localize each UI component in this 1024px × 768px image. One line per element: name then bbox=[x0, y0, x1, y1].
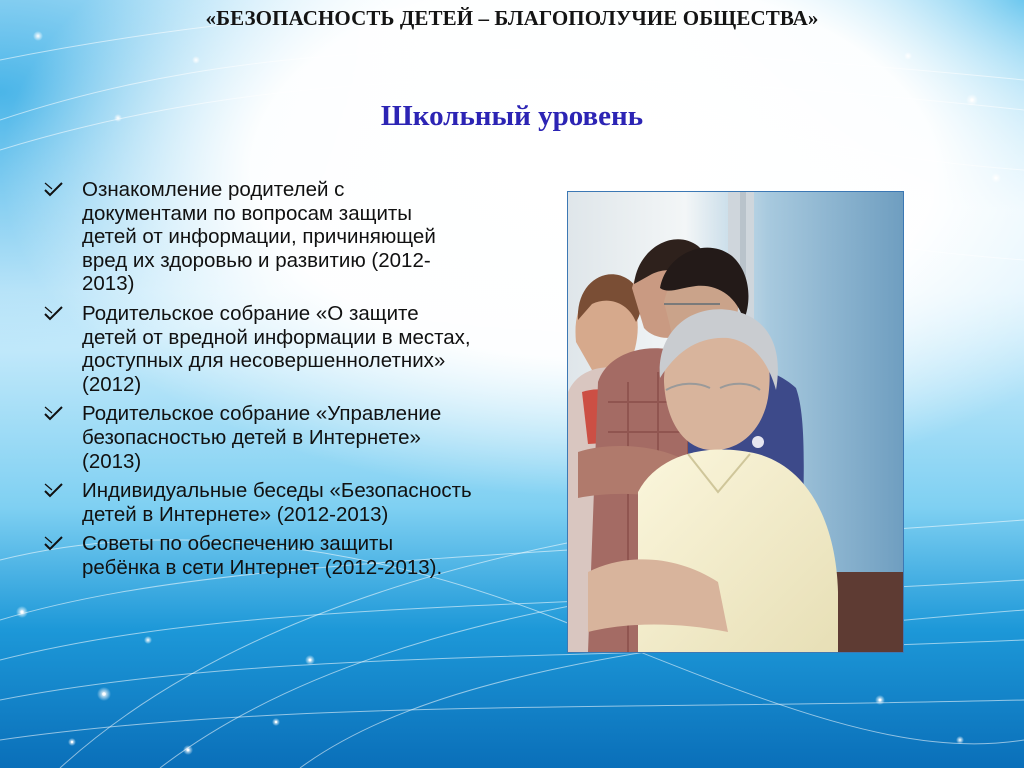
bullet-item bbox=[44, 479, 472, 526]
arrow-check-bullet-icon bbox=[44, 482, 64, 498]
arrow-check-bullet-icon bbox=[44, 405, 64, 421]
bullet-item bbox=[44, 532, 472, 579]
bullet-text: Родительское собрание «Управление безопасностью детей в Интернете» (2013) bbox=[82, 402, 442, 473]
bullet-item bbox=[44, 178, 472, 296]
arrow-check-bullet-icon bbox=[44, 181, 64, 197]
photo-illustration bbox=[568, 192, 903, 652]
arrow-check-bullet-icon bbox=[44, 535, 64, 551]
bullet-text: Родительское собрание «О защите детей от вредной информации в местах, доступных для несовершеннолетних» (2012) bbox=[82, 301, 471, 396]
bullet-list bbox=[44, 178, 472, 586]
slide-subtitle: Школьный уровень bbox=[380, 100, 644, 132]
bullet-item bbox=[44, 402, 472, 473]
bullet-text: Ознакомление родителей с документами по вопросам защиты детей от информации, причиняющей вред их здоровью и развитию (2012-2013) bbox=[82, 178, 436, 296]
bullet-text: Советы по обеспечению защиты ребёнка в сети Интернет (2012-2013). bbox=[82, 532, 443, 579]
photo-seated-women bbox=[567, 191, 904, 653]
bullet-text: Индивидуальные беседы «Безопасность детей в Интернете» (2012-2013) bbox=[82, 479, 472, 526]
bullet-item bbox=[44, 302, 472, 396]
arrow-check-bullet-icon bbox=[44, 305, 64, 321]
slide-header: «БЕЗОПАСНОСТЬ ДЕТЕЙ – БЛАГОПОЛУЧИЕ ОБЩЕСТВА» bbox=[205, 6, 819, 30]
